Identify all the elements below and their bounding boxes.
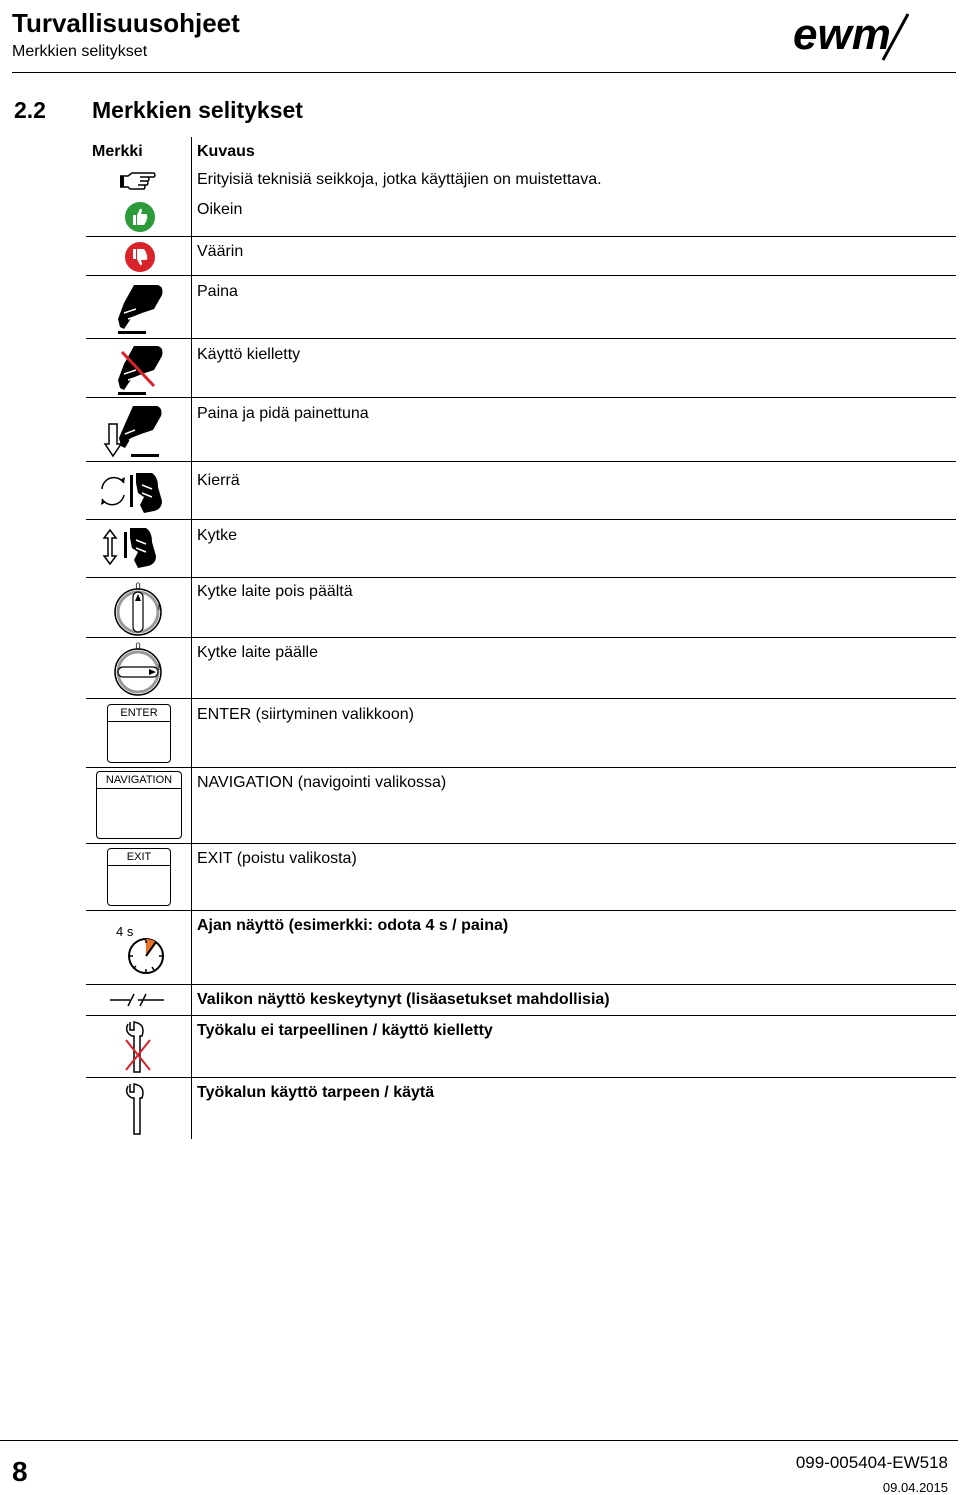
row-divider xyxy=(86,236,956,237)
toggle-icon xyxy=(100,524,168,577)
row-desc-switch-on: Kytke laite päälle xyxy=(197,644,318,661)
switch-on-icon xyxy=(110,640,166,703)
row-desc-press-hold: Paina ja pidä painettuna xyxy=(197,405,369,422)
row-divider xyxy=(86,843,956,844)
row-divider xyxy=(86,984,956,985)
row-desc-press: Paina xyxy=(197,283,238,300)
row-divider xyxy=(86,275,956,276)
press-prohibited-icon xyxy=(114,344,166,403)
row-divider xyxy=(86,461,956,462)
row-divider xyxy=(86,637,956,638)
row-desc-timer: Ajan näyttö (esimerkki: odota 4 s / paina) xyxy=(197,917,509,934)
header-divider xyxy=(12,72,956,73)
document-date: 09.04.2015 xyxy=(882,1480,948,1495)
thumbs-up-icon xyxy=(124,201,156,238)
row-desc-wrong: Väärin xyxy=(197,243,244,260)
switch-on-one-label: I xyxy=(157,662,161,672)
row-desc-interrupted: Valikon näyttö keskeytynyt (lisäasetukset mahdollisia) xyxy=(197,991,610,1008)
press-hold-icon xyxy=(103,404,165,465)
wrench-icon xyxy=(122,1082,154,1143)
timer-label: 4 s xyxy=(116,924,134,939)
row-divider xyxy=(86,338,956,339)
section-title: Merkkien selitykset xyxy=(92,97,303,123)
row-desc-prohibited: Käyttö kielletty xyxy=(197,346,301,363)
switch-off-one-label: I xyxy=(157,602,161,612)
row-divider xyxy=(86,1015,956,1016)
row-divider xyxy=(86,698,956,699)
row-desc-wrench-prohibited: Työkalu ei tarpeellinen / käyttö kielletty xyxy=(197,1022,493,1039)
switch-off-zero-label: 0 xyxy=(135,581,141,591)
footer-divider xyxy=(0,1440,958,1441)
table-column-divider xyxy=(191,137,192,1139)
wrench-prohibited-icon xyxy=(122,1020,154,1081)
navigation-button-icon xyxy=(96,771,182,839)
switch-on-zero-label: 0 xyxy=(135,641,141,651)
row-divider xyxy=(86,577,956,578)
page-number: 8 xyxy=(12,1456,28,1487)
row-desc-toggle: Kytke xyxy=(197,527,238,544)
row-desc-switch-off: Kytke laite pois päältä xyxy=(197,583,353,600)
logo-text: ewm xyxy=(793,12,891,59)
document-number: 099-005404-EW518 xyxy=(795,1453,948,1472)
page-header-title: Turvallisuusohjeet xyxy=(12,8,240,38)
row-divider xyxy=(86,910,956,911)
page-header-subtitle: Merkkien selitykset xyxy=(12,43,148,60)
interrupted-line-icon xyxy=(108,990,168,1015)
press-hand-icon xyxy=(114,283,166,342)
row-desc-enter: ENTER (siirtyminen valikkoon) xyxy=(197,706,414,723)
row-divider xyxy=(86,519,956,520)
col-header-symbol: Merkki xyxy=(92,143,143,160)
rotate-icon xyxy=(96,467,168,520)
row-desc-note: Erityisiä teknisiä seikkoja, jotka käyttäjien on muistettava. xyxy=(197,171,602,188)
thumbs-down-icon xyxy=(124,241,156,278)
row-divider xyxy=(86,767,956,768)
row-desc-navigation: NAVIGATION (navigointi valikossa) xyxy=(197,774,447,791)
row-desc-correct: Oikein xyxy=(197,201,243,218)
col-header-description: Kuvaus xyxy=(197,143,255,160)
section-number: 2.2 xyxy=(14,97,46,123)
enter-button-label: ENTER xyxy=(108,705,170,722)
row-desc-exit: EXIT (poistu valikosta) xyxy=(197,850,357,867)
exit-button-icon xyxy=(107,848,171,906)
switch-off-icon xyxy=(110,580,166,643)
exit-button-label: EXIT xyxy=(108,849,170,866)
row-desc-rotate: Kierrä xyxy=(197,472,240,489)
enter-button-icon xyxy=(107,704,171,763)
row-divider xyxy=(86,397,956,398)
pointing-hand-icon xyxy=(118,170,158,197)
navigation-button-label: NAVIGATION xyxy=(97,772,181,789)
timer-icon xyxy=(112,918,168,983)
row-desc-wrench: Työkalun käyttö tarpeen / käytä xyxy=(197,1084,435,1101)
row-divider xyxy=(86,1077,956,1078)
ewm-logo xyxy=(793,12,938,67)
